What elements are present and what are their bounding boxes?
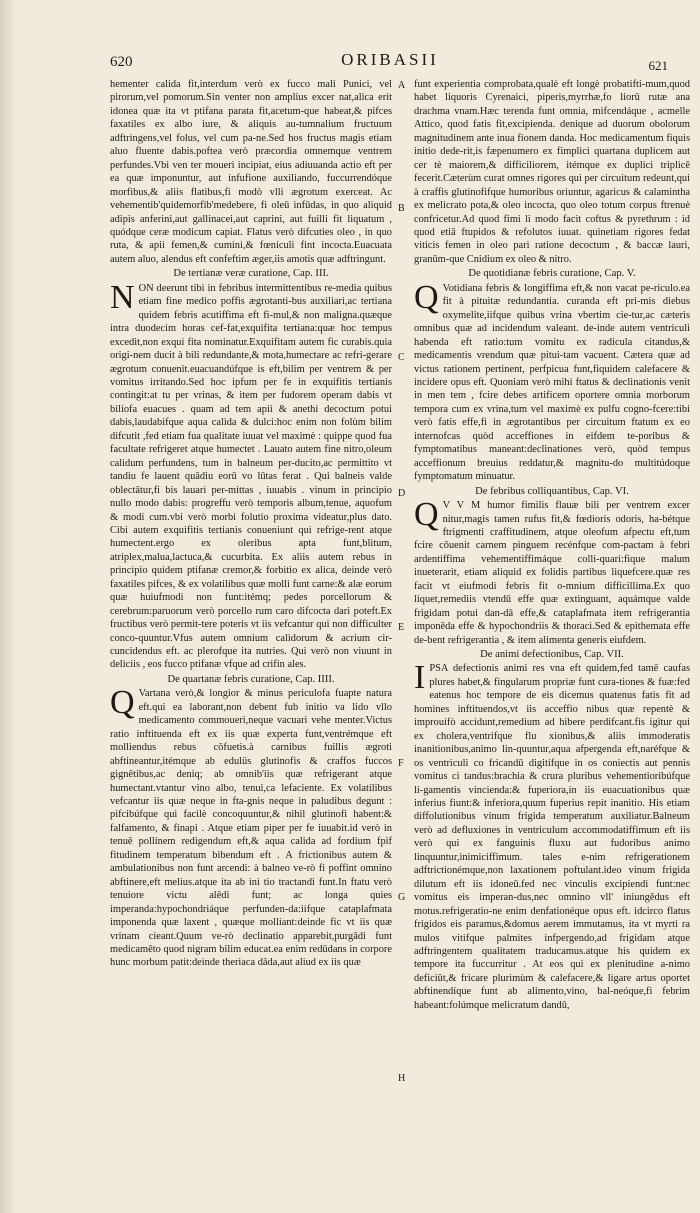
- paragraph: funt experientia comprobata,qualè eft longè probatifti-mum,quod habet liquoris Cyrenaici, piperis,myrrhæ,fo liorū rutæ ana drachma vnam.Hæc terenda funt omnia, mifcendáque , acmelle Attico, quod fatis fit,excipienda. denique ad duorum obolorum magnitudinem ante inua fionem danda. Hoc medicamentum fiquis initio dede-rit,is fæpenumero ex fimplici quartana duplicem aut cer tè maiorem,& difficiliorem, itémque ex duplici triplicē fecerit.Cæterùm curat omnes rigores qui per circuitum redeunt,qui à craffis glutinofifque humoribus oriuntur, agaricus & calamintha ex melicrato pota,& oleo incocta, quo oleo totum corpus ftrenuè confricetur.Ad quod fimi li modo facit coftus & pyrethrum : id quod etiā ftupidos & refolutos iuuat. quinetiam rigores fedat viticis femen in oleo pari ratione decoctum , & baccæ lauri, granūm-que Cnidium ex oleo & nitro.: [414, 79, 690, 265]
- binding-shadow: [0, 0, 16, 1213]
- paragraph: [414, 659, 690, 1012]
- chapter-heading: De quartanæ febris curatione, Cap. IIII.: [167, 673, 335, 685]
- drop-initial: I: [414, 659, 426, 697]
- paragraph-text: Vartana verò,& longior & minus periculofa fuapte natura eft.qui ea laborant,non debent fub initio va lido vllo medicamento commoueri,neque vacuari vehe menter.Victus ratio inftituenda eft ex iis quæ experta funt,ventrémque eft molliendus rebus cōfuetis.à carnibus fuillis ægroti abftineantur,itémque ab edulüs glutinofis & craffos fuccos gignētibus,ac deniq; ab omnib'iis quæ refrigerant atque humectant.vtantur vino albo, tenui,ca lefaciente. Ex volatilibus vefcantur iis quæ neque in fta-gnis neque in paludibus degunt : pifcibúfque qui facilè concoquuntur,& nihil glutinofi habent:& falfamento, & finapi . Atque etiam piper per fe iuuabit.id verò in tenuē pollinem redigendum eft,& aqua calida ad fordium fpif fitudinem temperatum bibendum eft . A frictionibus autem & ambulationibus non funt arcendi: à balneo ve-rò fi poffint omnino abftinere,eft melius.atque ita ab ini tio tractandi funt.In ftatu verò tenuiore victu alēdi funt; ac longa quies imperanda:hypochondriáque perfunden-da:iifque cataplafmata imponenda quæ laxent , quæque molliant:deinde fic vt iis quæ vrinam cieant.Quum ve-rò declinatio apparebit,purgādi funt medicamēto quod nigram bilim educat.ea enim redūdans in corpore hunc morbum patit:deinde theriaca dāda,aut aliud ex iis quæ: [110, 688, 392, 969]
- chapter-heading: De febribus colliquantibus, Cap. VI.: [475, 485, 629, 497]
- paragraph-text: Votidiana febris & longiffima eft,& non vacat pe-riculo.ea fit à pituitæ redundantia. curanda eft pri-mis diebus oxymelite,iifque quibus vrina vbertim cie-tur,ac cæteris omnibus quæ ad incidendum valeant. de-inde autem ventriculi habenda eft ratio:tum vomitu ex radicula citandus,& medicamentis vrendum quæ pitui-tam vacuent. Cætera quæ ad victus rationem pertinent, perfpicua funt,fiquidem calefacere & incidere opus eft. Quoniam verò mihi ftatus & declinationis venit in men tem , fcire debes artificem oportere omnia morborum tempora cum ex vrina,tum vel maximè ex pulfu cogno-fcere:tibi verò fatis effe,fi in ægrotantibus per circuitum ftatum ex eo internofcas quòd acceffiones in eifdem te-poribus & fymptomatibus maneant:declinationes verò, quòd tempus acceffionum breuius reddatur,& magnitu-do multitúdoque fymptomatum minuatur.: [414, 282, 690, 483]
- page-number-left: 620: [110, 54, 133, 70]
- paragraph-text: ON deerunt tibi in febribus intermittentibus re-media quibus etiam fine medico poffis ægrotanti-bus auxiliari,ac tertiana quidem febris acutiffima eft fi-mul,& non maligna.quæque intra duodecim horas cef-fat,exquifita tertiana:quæ hoc tempus excedit,non exqui fita nominatur.Exquifitam autem fic curabis.quia origi-nem ducit à bili redundante,& mota,humectare ac refri-gerare ægrotum conuenit.euacuandúfque is eft,bilim per ventrem & per vomitus irritando.Sed hoc ipfum per fe in exquifitis tertianis contingit:at tu per vrinas, & item per fudorem operam dabis vt biliofa euacues . quam ad tem apii & anethi decoctum potui dabis,laudabifque aqua calida & dulci:hoc enim non folùm bilim difcutit ,fed etiam fua qualitate iuuat vel maximè : quippe quod fua facultate refrigeret atque humectet . Lauato autem fine nitro,oleum calidum perfundens, tum in balneum per-ducito,ac permittito vt tandiu fe lauent quâdiu eorū vo lūtas ferat . Qui balneis valde oblectātur,fi bis lauari per-mittas , iuuabis . vinum in principio nullo modo dabis: progreffu verò temporis album,tenue, aquofum & modi cum.vbi verò morbi folutio proxima videatur,plus dato. Cibi autem exquifitis tertianis conueniunt qui refrige-rent atque humectent.ergo ex oleribus apta funt,blitum, atriplex,malua,lactuca,& cucurbita. Ex aliis autem rebus in principio quidem ptifanæ cremor,& forbitio ex alica, deinde verò faxatiles pifces, & ex volatilibus quæ molli funt carne:& alæ eorum quæ huiufmodi non funt:itémq; pedes porcellorum & cerebrum:paruorum verò porcello rum caro difcocta dari poteft.Ex fructibus verò permit-tere poteris vt iis vefcantur qui non difficulter conco-quuntur.Vfus autem omnium calidorum & acrium cir-cuncidendus eft. ac plerofque ita nutries. Qui verò non viuunt in deliciis , eos fucco ptifanæ vfque ad crifin ales.: [110, 282, 392, 671]
- chapter-heading: De animi defectionibus, Cap. VII.: [480, 649, 624, 661]
- margin-letter-a: A: [398, 80, 406, 91]
- running-title: ORIBASII: [341, 50, 439, 69]
- right-column: [414, 78, 690, 1012]
- margin-letter-c: C: [398, 352, 405, 363]
- margin-letter-h: H: [398, 1073, 406, 1084]
- paragraph-text: V V M humor fimilis flauæ bili per ventrem excer nitur,magis tamen rufus fit,& fœdioris odoris, ha-bétque ftrigmenti craffitudinem, atque oleofum afpectu eft,tum fcire cōuenit carnem pinguem recénfque com-pactam à febri ardentiffima vehementiffimáque colli-quari:fique malum inueterarit, etiam aliquid ex folidis partibus liquefcere.quæ res facit vt eiufmodi febris fit o-mnium difficillima.Ex quo liquet,remediis vtendū effe quæ extinguant, aquámque valde frigidam potui dan-dā effe,& cataplafmata item refrigerantia imponēda effe & hypochondriis & thoraci.Sed & epithemata effe de-bent refrigerantia , & item alimenta generis eiufdem.: [414, 500, 690, 646]
- page-header: [110, 50, 670, 76]
- paragraph-text: PSA defectionis animi res vna eft quidem,fed tamē caufas plures habet,& fingularum propriæ funt cura-tiones & fuæ:fed eatenus hoc tempore de eis dicemus quatenus fatis fit ad homines inftituendos,vt iis acceffio nibus quæ repentè & improuifò accidunt,remedium ad hibere perdifcant.fis igitur qui ex cholera,ventrifque flu xionibus,& aliis immoderatis inanitionibus,animo lin-quuntur,aqua afpergenda eft,naréfque & os ventriculi co fricandū digitífque in os coniectis aut pennis vomitus ci tandus:brachia & crura pluribus vehementioribúfque li-gamentis vincienda:& fuperiora,in iis euacuationibus quæ inferius fiunt:& inferiora,quum fuperius repit inanitio. His etiam diffolutionibus vinum frigida temperatum auxiliatur.Balneum verò ad defluxiones in ventriculum accommodatiffimum eft iis verò qui ex fanguinis fluxu aut fudoribus animo linquuntur,inimiciffimum. tales e-nim refrigerationem adftrictionémque,non laxationem poftulant.ideo vinum frigida dilutum eft iis idoneū.fed nec vinculis excipiendi funt:nec vomitus eis imperan-dus,nec omnino vll' iniungēdus eft motus.refrigeratio-ne enim denfationéque opus eft. idcirco flatus frigidos eis paramus,&domus aerem immutamus, ita vt myrti ra mulos vitifque palmites infpergendo,ad frigidam atque adftringentem qualitatem traducamus.atque his quidem ex tempore ita fuccurritur . At eos qui ex plenitudine a-nimo deficiūt,& fricare plurimùm & calefacere,& ligare artus oportet abftinendíque funt ab alimento,vino, bal-neóque,fi febrim habeant:folúmque melicratum dandū,: [414, 663, 690, 1011]
- drop-initial: Q: [414, 496, 439, 534]
- margin-letter-d: D: [398, 488, 406, 499]
- drop-initial: N: [110, 278, 135, 316]
- margin-letter-f: F: [398, 758, 404, 769]
- paragraph: [414, 278, 690, 484]
- paragraph: [110, 684, 392, 970]
- margin-letter-g: G: [398, 892, 406, 903]
- chapter-heading: De quotidianæ febris curatione, Cap. V.: [468, 268, 636, 280]
- margin-letter-b: B: [398, 203, 405, 214]
- paragraph: hementer calida fit,interdum verò ex fucco mali Punici, vel pirorum,vel pomorum.Sin venter non amplius excer nat,alica erit idonea quæ ita vt ptifana parata fit,acetum-que habeat,& pifces faxatiles ex albo iure, & aliquis au-tumnalium fructuum adftringens,vel folus, vel cum pa-ne.Sed hos fructus magis etiam aluo fluente dabis.poftea verò præcordia omnemque ventrem perfundes.Vbi ven ter moueri incipiat, eius adiuuanda actio eft per ea quæ imponuntur, aut infufione auxiliando, fuccurrendóque morfibus,& aliis flatibus,fi modò vlli ægrotum exerceat. Ac vehementib'quidemorfib'medebere, fi oleū infūdas, in quo aliquid adipis anferini,aut gallinacei,aut caprini, aut fuilli fit liquatum , quódque ceræ modicum capiat. Flatus verò difcuties oleo , in quo ruta, & apii femen,& cumini,& fœniculi fint incocta.Euacuata autem aluo, alendus eft confeftim æger,iis amotis quæ adftringunt.: [110, 79, 392, 265]
- drop-initial: Q: [110, 684, 135, 722]
- page-number-right: 621: [648, 58, 668, 73]
- chapter-heading: De tertianæ veræ curatione, Cap. III.: [173, 268, 329, 280]
- drop-initial: Q: [414, 278, 439, 316]
- paragraph: [110, 278, 392, 672]
- left-column: [110, 78, 392, 970]
- paragraph: [414, 496, 690, 647]
- margin-letter-e: E: [398, 622, 405, 633]
